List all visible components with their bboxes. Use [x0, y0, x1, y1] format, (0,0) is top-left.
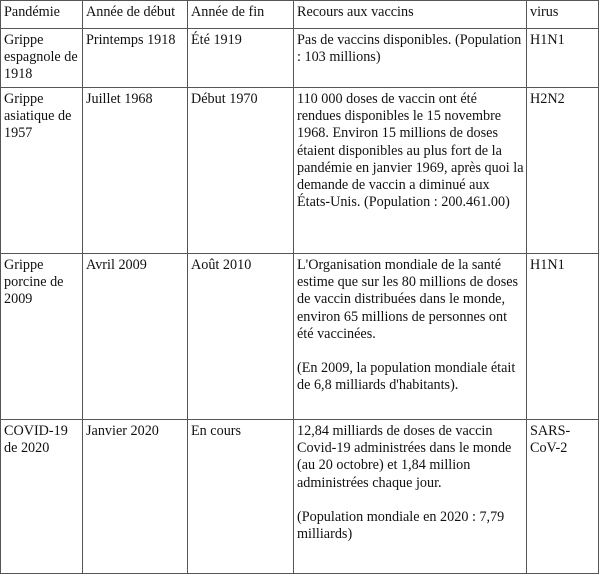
cell-end-year: Été 1919: [188, 29, 294, 88]
paragraph-gap: [297, 492, 524, 509]
cell-vaccines: [294, 254, 527, 420]
paragraph-gap: [297, 343, 524, 360]
cell-start-year: Juillet 1968: [83, 88, 188, 254]
table-header-row: [1, 1, 599, 29]
table-row: [1, 88, 599, 254]
vaccine-paragraph: Pas de vaccins disponibles. (Population : 103 millions): [297, 32, 522, 66]
cell-virus: SARS-CoV-2: [527, 420, 599, 574]
table-row: [1, 420, 599, 574]
table-row: [1, 254, 599, 420]
vaccine-paragraph: 110 000 doses de vaccin ont été rendues disponibles le 15 novembre 1968. Environ 15 millions de doses étaient disponibles au plus fort de la pandémie en janvier 1969, après quoi la demande de vaccin a diminué aux États-Unis. (Population : 200.461.00): [297, 91, 524, 211]
cell-pandemic: COVID-19 de 2020: [1, 420, 83, 574]
cell-start-year: Janvier 2020: [83, 420, 188, 574]
header-start-year: Année de début: [83, 1, 188, 29]
vaccine-paragraph: (En 2009, la population mondiale était de 6,8 milliards d'habitants).: [297, 360, 516, 394]
cell-end-year: Août 2010: [188, 254, 294, 420]
cell-pandemic: Grippe asiatique de 1957: [1, 88, 83, 254]
header-pandemic: Pandémie: [1, 1, 83, 29]
header-vaccines: Recours aux vaccins: [294, 1, 527, 29]
cell-vaccines: [294, 88, 527, 254]
cell-virus: H2N2: [527, 88, 599, 254]
header-end-year: Année de fin: [188, 1, 294, 29]
cell-start-year: Printemps 1918: [83, 29, 188, 88]
cell-end-year: En cours: [188, 420, 294, 574]
cell-end-year: Début 1970: [188, 88, 294, 254]
vaccine-paragraph: (Population mondiale en 2020 : 7,79 milliards): [297, 509, 505, 543]
table-row: [1, 29, 599, 88]
cell-pandemic: Grippe porcine de 2009: [1, 254, 83, 420]
vaccine-paragraph: L'Organisation mondiale de la santé estime que sur les 80 millions de doses de vaccin distribuées dans le monde, environ 65 millions de personnes ont été vaccinées.: [297, 257, 519, 342]
cell-start-year: Avril 2009: [83, 254, 188, 420]
cell-pandemic: Grippe espagnole de 1918: [1, 29, 83, 88]
cell-vaccines: [294, 29, 527, 88]
cell-virus: H1N1: [527, 29, 599, 88]
cell-virus: H1N1: [527, 254, 599, 420]
header-virus: virus: [527, 1, 599, 29]
cell-vaccines: [294, 420, 527, 574]
vaccine-paragraph: 12,84 milliards de doses de vaccin Covid-19 administrées dans le monde (au 20 octobre) et 1,84 million administrées chaque jour.: [297, 423, 512, 491]
